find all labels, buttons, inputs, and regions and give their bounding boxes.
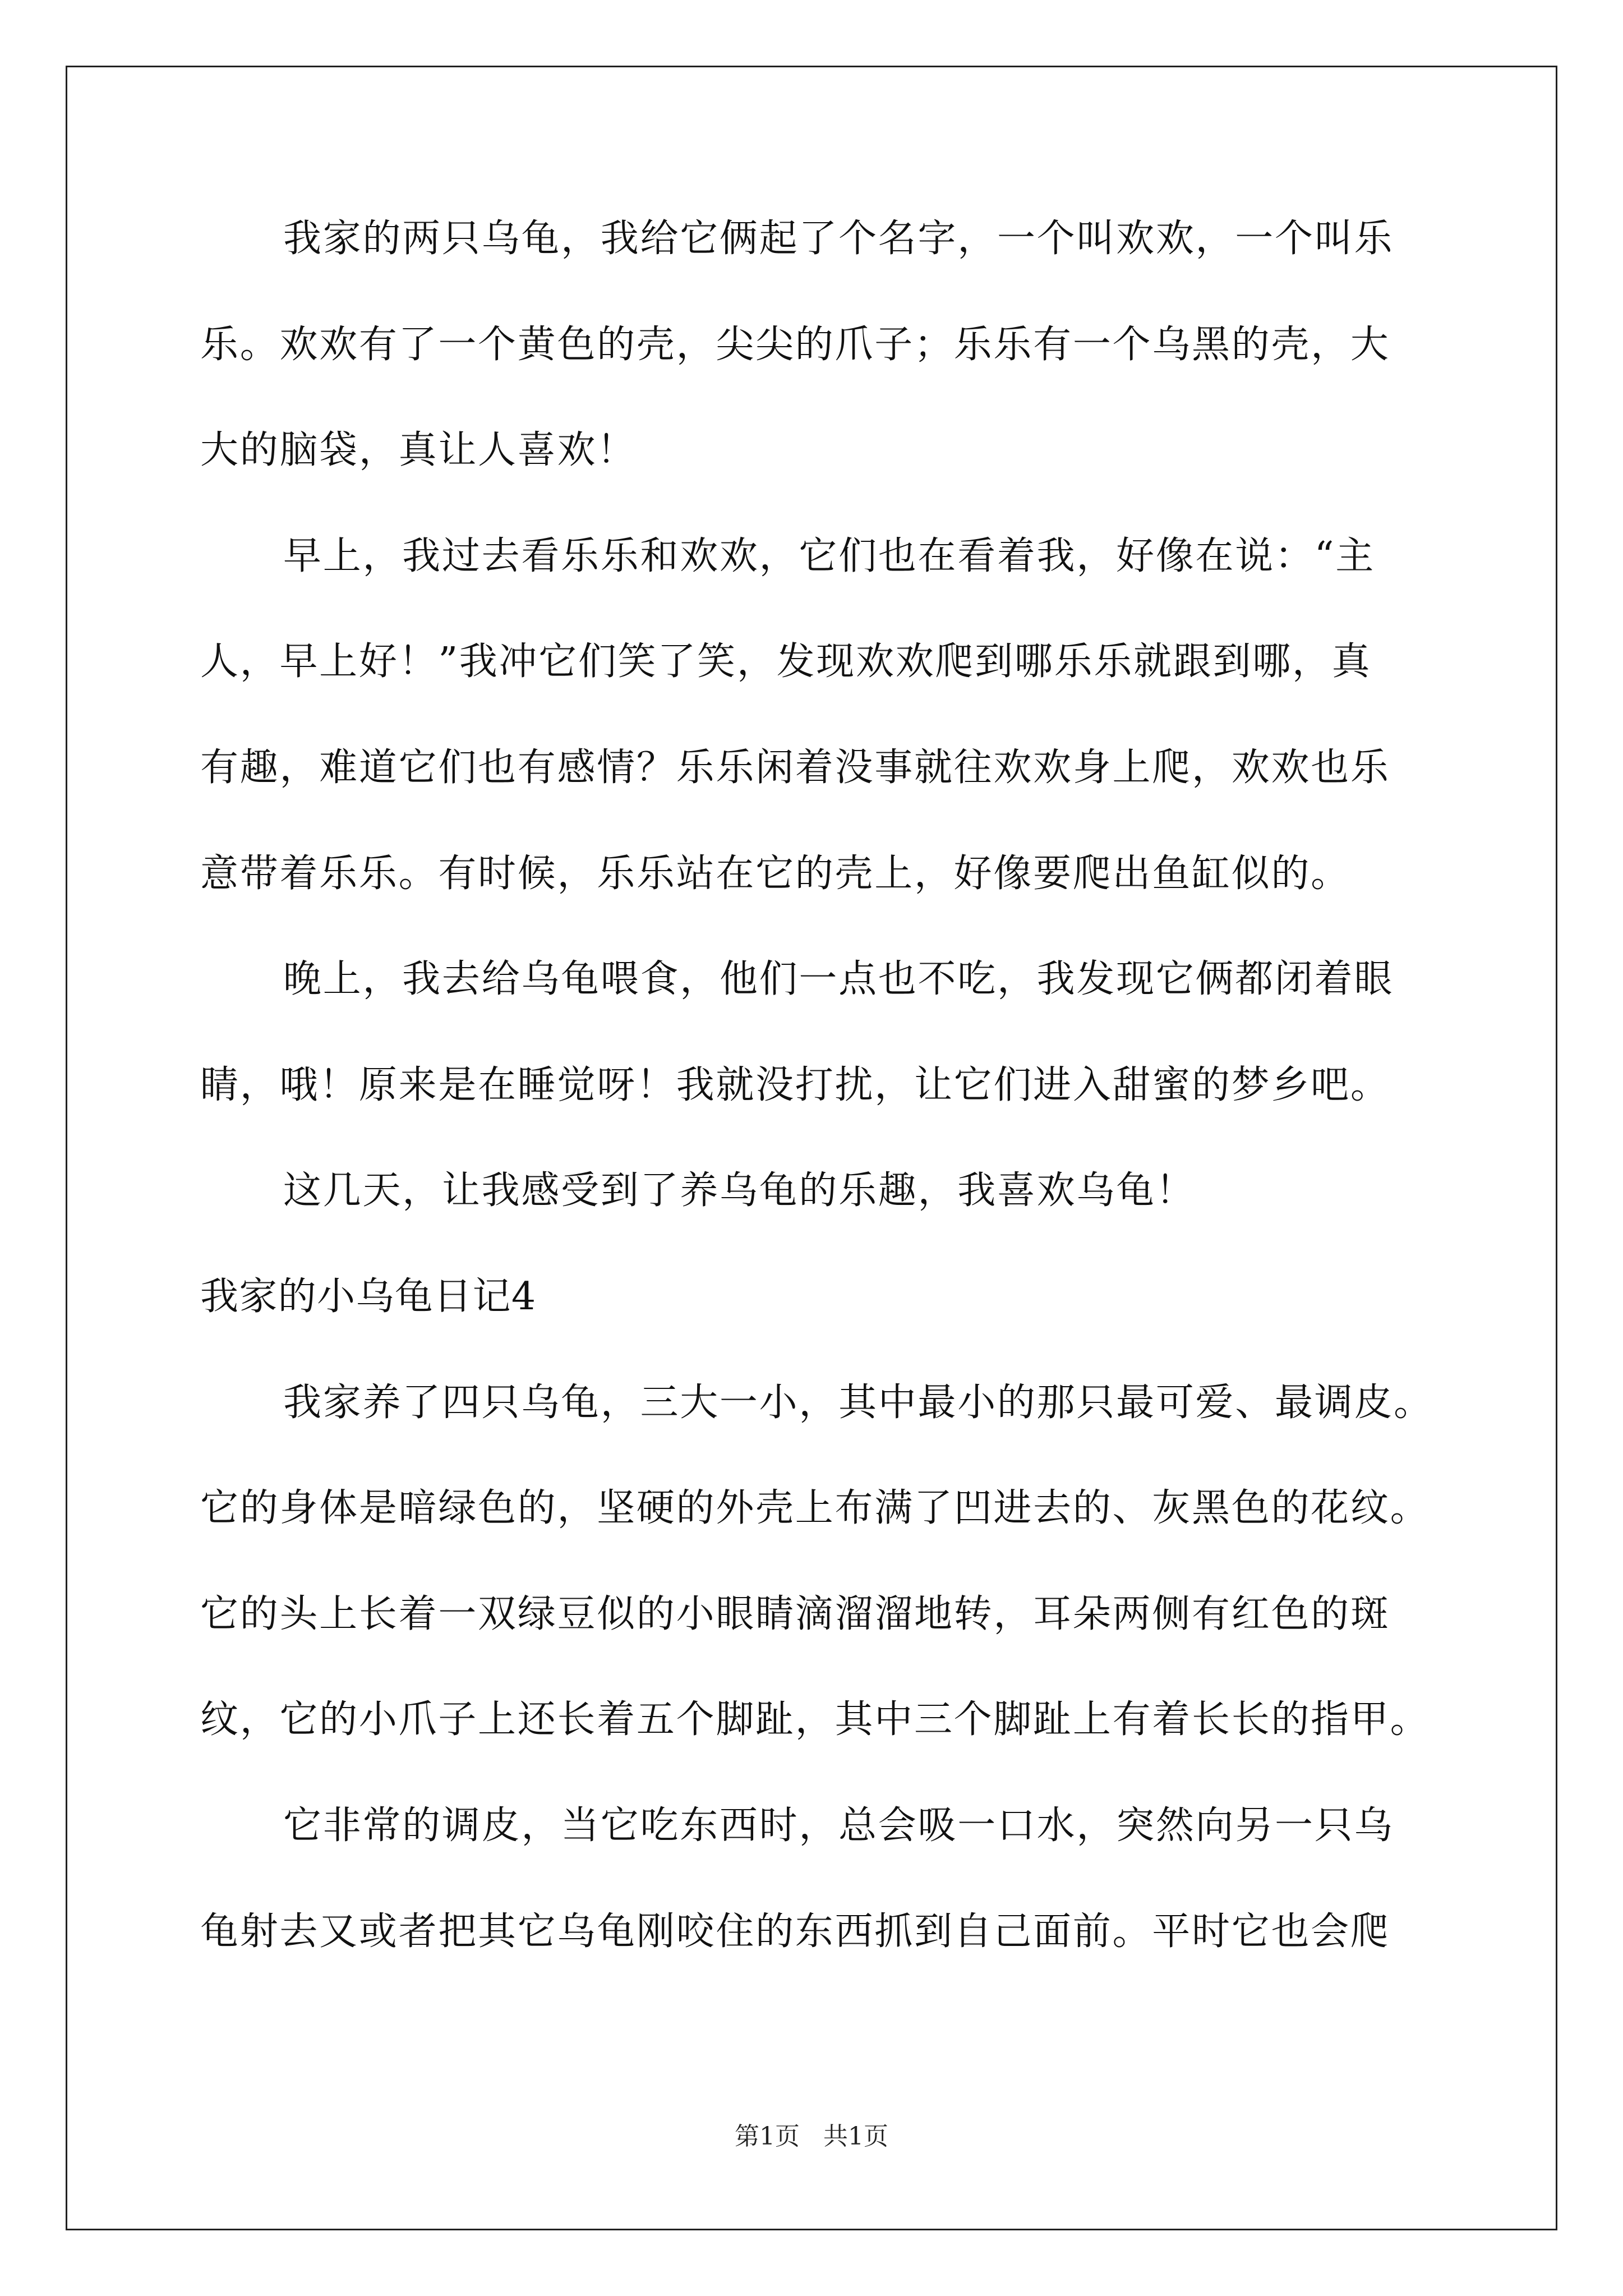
paragraph-line: 这几天，让我感受到了养乌龟的乐趣，我喜欢乌龟！ xyxy=(283,1168,1196,1213)
paragraph-line: 它非常的调皮，当它吃东西时，总会吸一口水，突然向另一只乌 xyxy=(283,1803,1394,1848)
page-total: 共1页 xyxy=(823,2122,888,2151)
paragraph-line: 我家的两只乌龟，我给它俩起了个名字，一个叫欢欢，一个叫乐 xyxy=(283,217,1394,261)
paragraph-line: 它的身体是暗绿色的，坚硬的外壳上布满了凹进去的、灰黑色的花纹。 xyxy=(200,1486,1430,1531)
paragraph-line: 睛，哦！原来是在睡觉呀！我就没打扰，让它们进入甜蜜的梦乡吧。 xyxy=(200,1062,1390,1107)
page-footer xyxy=(0,2124,1623,2149)
paragraph-line: 乐。欢欢有了一个黄色的壳，尖尖的爪子；乐乐有一个乌黑的壳，大 xyxy=(200,322,1390,367)
paragraph-line: 纹，它的小爪子上还长着五个脚趾，其中三个脚趾上有着长长的指甲。 xyxy=(200,1697,1430,1742)
paragraph-line: 它的头上长着一双绿豆似的小眼睛滴溜溜地转，耳朵两侧有红色的斑 xyxy=(200,1591,1390,1636)
paragraph-line: 我家养了四只乌龟，三大一小，其中最小的那只最可爱、最调皮。 xyxy=(283,1380,1433,1425)
page-number: 第1页 xyxy=(735,2122,800,2151)
paragraph-line: 早上，我过去看乐乐和欢欢，它们也在看着我，好像在说：“主 xyxy=(283,533,1375,578)
document-body xyxy=(200,217,1490,2018)
paragraph-line: 大的脑袋，真让人喜欢！ xyxy=(200,428,637,473)
paragraph-line: 龟射去又或者把其它乌龟刚咬住的东西抓到自己面前。平时它也会爬 xyxy=(200,1909,1390,1954)
paragraph-line: 有趣，难道它们也有感情？乐乐闲着没事就往欢欢身上爬，欢欢也乐 xyxy=(200,745,1390,790)
paragraph-line: 人，早上好！”我冲它们笑了笑，发现欢欢爬到哪乐乐就跟到哪，真 xyxy=(200,639,1372,684)
paragraph-line: 意带着乐乐。有时候，乐乐站在它的壳上，好像要爬出鱼缸似的。 xyxy=(200,851,1350,896)
section-heading: 我家的小乌龟日记4 xyxy=(200,1274,537,1319)
paragraph-line: 晚上，我去给乌龟喂食，他们一点也不吃，我发现它俩都闭着眼 xyxy=(283,957,1394,1002)
